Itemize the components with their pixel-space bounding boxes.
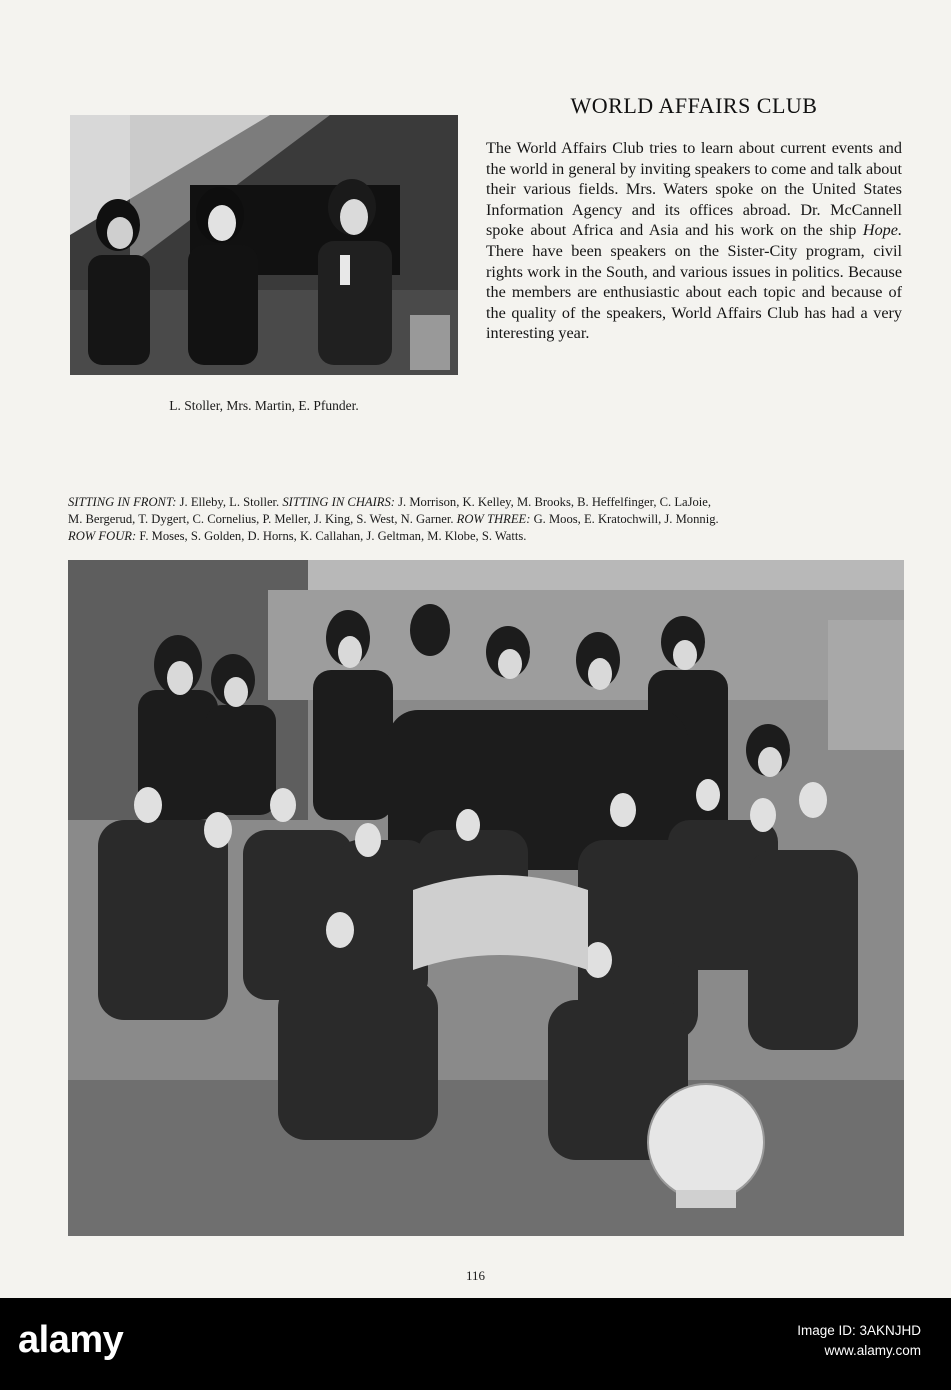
group-photo (68, 560, 904, 1236)
row-label-row-three: ROW THREE: (456, 512, 531, 526)
row-label-sitting-chairs: SITTING IN CHAIRS: (282, 495, 395, 509)
officers-photo-image (70, 115, 458, 375)
caption-line-2 (68, 511, 904, 528)
image-id: Image ID: 3AKNJHD (797, 1323, 921, 1338)
names-sitting-front: J. Elleby, L. Stoller. (176, 495, 283, 509)
names-row-four: F. Moses, S. Golden, D. Horns, K. Callahan, J. Geltman, M. Klobe, S. Watts. (136, 529, 527, 543)
officers-photo (70, 115, 458, 375)
description-part-2: There have been speakers on the Sister-City program, civil rights work in the South, and various issues in politics. Because the members are enthusiastic about each topic and because of the quality of the speakers, World Affairs Club has had a very interesting year. (486, 241, 902, 343)
watermark-info (797, 1321, 921, 1361)
group-photo-image (68, 560, 904, 1236)
club-description (486, 138, 902, 344)
row-label-row-four: ROW FOUR: (68, 529, 137, 543)
watermark-logo: alamy (18, 1319, 124, 1361)
site-url: www.alamy.com (824, 1343, 921, 1358)
group-photo-caption (68, 494, 904, 545)
description-part-1: The World Affairs Club tries to learn about current events and the world in general by inviting speakers to come and talk about their various fields. Mrs. Waters spoke on the United States Information Agency and its offices abroad. Dr. McCannell spoke about Africa and Asia and his work on the ship (486, 139, 902, 240)
caption-line-1 (68, 494, 904, 511)
caption-line-3 (68, 528, 904, 545)
ship-name: Hope. (862, 221, 902, 240)
officers-photo-caption: L. Stoller, Mrs. Martin, E. Pfunder. (169, 398, 359, 413)
page-title: WORLD AFFAIRS CLUB (570, 93, 818, 118)
names-sitting-chairs: J. Morrison, K. Kelley, M. Brooks, B. Heffelfinger, C. LaJoie, (395, 495, 712, 509)
names-row-three: G. Moos, E. Kratochwill, J. Monnig. (530, 512, 719, 526)
row-label-sitting-front: SITTING IN FRONT: (68, 495, 177, 509)
names-sitting-chairs-cont: M. Bergerud, T. Dygert, C. Cornelius, P. Meller, J. King, S. West, N. Garner. (68, 512, 457, 526)
page-number: 116 (465, 1268, 486, 1283)
